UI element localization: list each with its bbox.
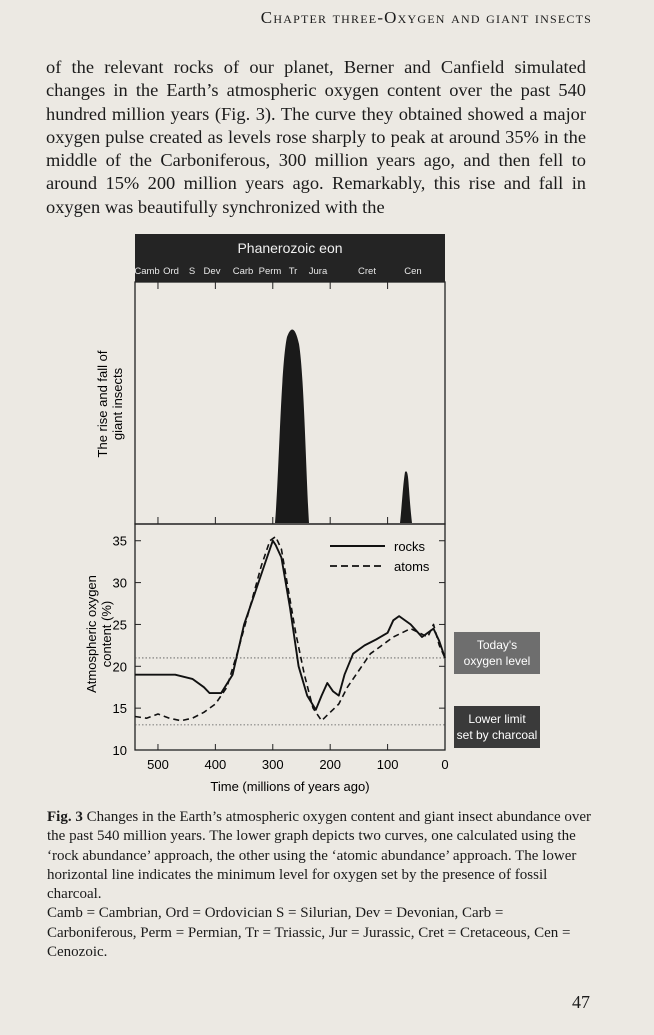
figure-caption bbox=[47, 808, 592, 962]
x-tick-label-100: 100 bbox=[376, 757, 399, 772]
charcoal-limit-line1: Lower limit bbox=[468, 712, 526, 726]
carboniferous-insect-peak bbox=[275, 329, 309, 523]
period-label-carb: Carb bbox=[232, 266, 254, 277]
cretaceous-insect-peak bbox=[400, 471, 412, 523]
y-tick-label-35: 35 bbox=[112, 533, 127, 549]
page-header: Chapter three-Oxygen and giant insects bbox=[260, 8, 592, 27]
top-ylabel-line2: giant insects bbox=[110, 367, 125, 441]
y-tick-label-20: 20 bbox=[112, 659, 127, 675]
period-label-perm: Perm bbox=[258, 266, 282, 277]
x-tick-label-500: 500 bbox=[147, 757, 169, 772]
period-label-ord: Ord bbox=[163, 266, 179, 277]
period-label-jura: Jura bbox=[308, 266, 328, 277]
caption-text: Changes in the Earth’s atmospheric oxygen content and giant insect abundance over the past 540 million years. The lower graph depicts two curves, one calculated using the ‘rock abundance’ approach, the other using the ‘atomic abundance’ approach. The lower horizontal line indicates the minimum level for oxygen set by the presence of fossil charcoal. bbox=[47, 809, 592, 903]
x-tick-label-400: 400 bbox=[204, 757, 227, 772]
bottom-ylabel-line1: Atmospheric oxygen bbox=[84, 575, 99, 693]
charcoal-limit-line2: set by charcoal bbox=[456, 728, 538, 742]
y-tick-label-10: 10 bbox=[112, 743, 127, 758]
figure-svg bbox=[80, 234, 540, 804]
y-tick-label-25: 25 bbox=[112, 617, 127, 633]
x-tick-label-200: 200 bbox=[319, 757, 342, 772]
period-label-cret: Cret bbox=[358, 266, 376, 277]
top-ylabel-line1: The rise and fall of bbox=[95, 350, 110, 458]
period-label-camb: Camb bbox=[134, 266, 160, 277]
x-tick-label-300: 300 bbox=[261, 757, 284, 772]
x-axis-label: Time (millions of years ago) bbox=[210, 779, 370, 794]
y-tick-label-15: 15 bbox=[112, 701, 127, 717]
bottom-ylabel-line2: content (%) bbox=[99, 600, 114, 668]
todays-level-line2: oxygen level bbox=[463, 654, 531, 668]
x-tick-label-0: 0 bbox=[441, 757, 449, 772]
caption-abbreviations: Camb = Cambrian, Ord = Ordovician S = Silurian, Dev = Devonian, Carb = Carboniferous, Perm = Permian, Tr = Triassic, Jur = Jurassic, Cret = Cretaceous, Cen = Cenozoic. bbox=[47, 905, 571, 961]
body-paragraph: of the relevant rocks of our planet, Berner and Canfield simulated changes in the Earth’s atmospheric oxygen content over the past 540 hundred million years (Fig. 3). The curve they obtained showed a major oxygen pulse created as levels rose sharply to peak at around 35% in the middle of the Carboniferous, 300 million years ago, and then fell to around 15% 200 million years ago. Remarkably, this rise and fall in oxygen was beautifully synchronized with the bbox=[46, 57, 586, 217]
period-label-tr: Tr bbox=[288, 266, 298, 277]
caption-label: Fig. 3 bbox=[47, 809, 83, 825]
todays-level-line1: Today's bbox=[476, 638, 518, 652]
period-label-cen: Cen bbox=[404, 266, 422, 277]
reference-lines bbox=[135, 658, 445, 725]
y-tick-label-30: 30 bbox=[112, 575, 127, 591]
page-number: 47 bbox=[572, 992, 590, 1012]
eon-title: Phanerozoic eon bbox=[237, 240, 343, 256]
bottom-panel-frame bbox=[135, 524, 445, 750]
figure-3 bbox=[80, 234, 540, 804]
period-label-dev: Dev bbox=[203, 266, 221, 277]
period-label-s: S bbox=[188, 266, 196, 277]
legend-atoms-label: atoms bbox=[394, 559, 430, 574]
legend-rocks-label: rocks bbox=[394, 539, 426, 554]
legend bbox=[330, 539, 430, 574]
